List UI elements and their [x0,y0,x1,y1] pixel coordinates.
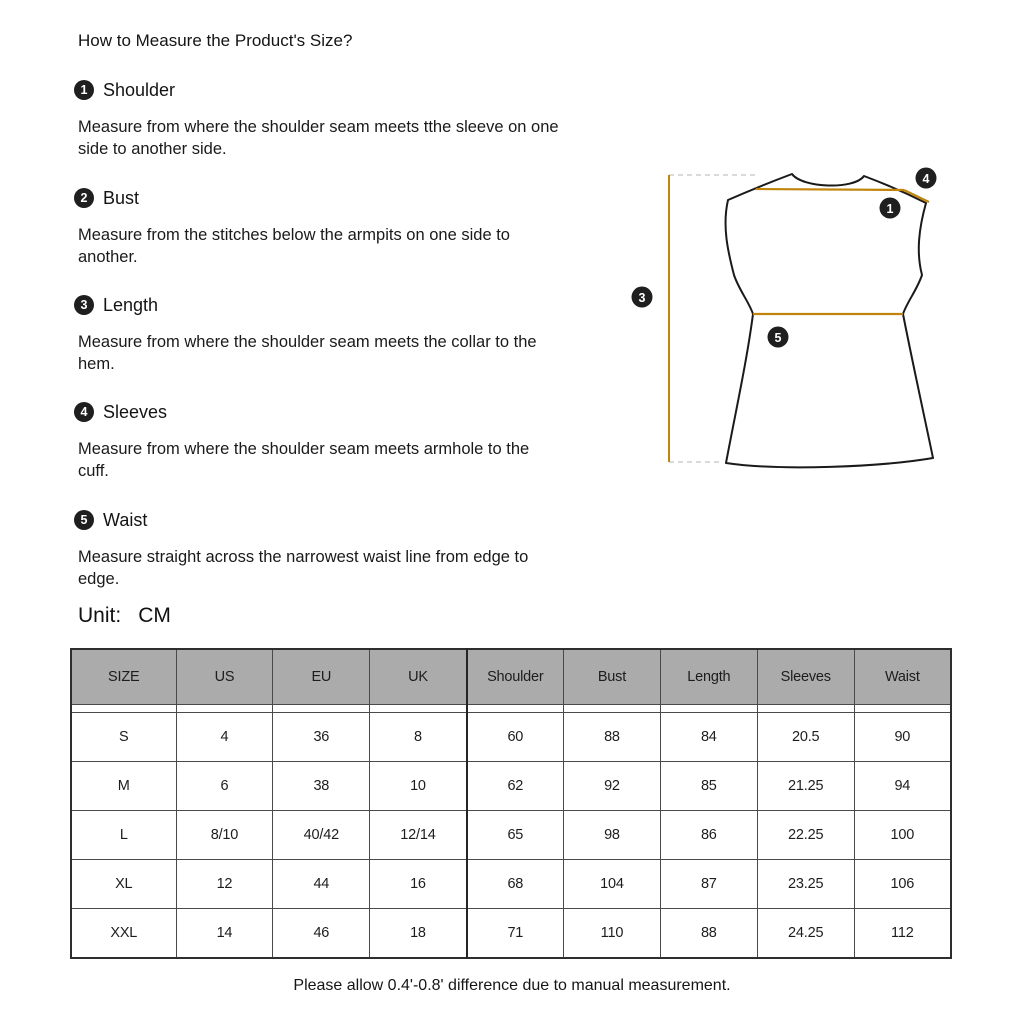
section-description [78,438,634,482]
diagram-marker-sleeves [916,168,937,189]
description-line: edge. [78,570,120,588]
diagram-marker-waist [768,327,789,348]
col-header-eu: EU [273,649,370,705]
spacer-cell [273,705,370,713]
table-header-spacer [71,705,951,713]
section-title: Bust [103,187,140,208]
page-title: How to Measure the Product's Size? [78,31,353,50]
section-heading [74,295,634,315]
table-cell: 4 [176,713,273,762]
table-cell: 88 [564,713,661,762]
description-line: Measure from the stitches below the armpits on one side to [78,226,510,244]
description-line: side to another side. [78,140,227,158]
description-line: Measure from where the shoulder seam meets armhole to the [78,440,530,458]
table-cell: 106 [854,860,951,909]
section-description [78,546,634,590]
section-heading [74,510,634,530]
table-cell: 104 [564,860,661,909]
table-cell: 20.5 [757,713,854,762]
step-2-badge: 2 [74,188,94,208]
section-sleeves [74,402,634,482]
marker-number: 5 [774,331,782,345]
description-line: cuff. [78,462,109,480]
section-description [78,331,634,375]
size-row-label: S [71,713,176,762]
col-header-bust: Bust [564,649,661,705]
table-cell: 18 [370,909,467,959]
table-cell: 22.25 [757,811,854,860]
table-cell: 87 [660,860,757,909]
unit-label: Unit: [78,604,122,627]
description-line: Measure straight across the narrowest waist line from edge to [78,548,529,566]
table-row-xxl [71,909,951,959]
size-row-label: XL [71,860,176,909]
spacer-cell [467,705,564,713]
spacer-cell [370,705,467,713]
table-row-l [71,811,951,860]
table-cell: 92 [564,762,661,811]
col-header-us: US [176,649,273,705]
table-cell: 110 [564,909,661,959]
table-header-row [71,649,951,705]
table-cell: 38 [273,762,370,811]
description-line: another. [78,248,138,266]
measure-diagram [610,150,966,490]
step-1-badge: 1 [74,80,94,100]
table-cell: 40/42 [273,811,370,860]
section-bust [74,188,634,268]
unit-value: CM [138,604,171,627]
table-cell: 12/14 [370,811,467,860]
table-cell: 44 [273,860,370,909]
section-waist [74,510,634,590]
table-cell: 24.25 [757,909,854,959]
table-cell: 8 [370,713,467,762]
spacer-cell [660,705,757,713]
table-row-s [71,713,951,762]
table-cell: 71 [467,909,564,959]
table-cell: 98 [564,811,661,860]
section-title: Shoulder [103,79,176,100]
table-cell: 112 [854,909,951,959]
section-description [78,224,634,268]
table-cell: 90 [854,713,951,762]
diagram-marker-length [632,287,653,308]
table-cell: 60 [467,713,564,762]
size-table [70,648,952,959]
spacer-cell [71,705,176,713]
col-header-uk: UK [370,649,467,705]
measurement-tolerance-note: Please allow 0.4'-0.8' difference due to manual measurement. [293,977,731,994]
shoulder-measure-line [756,189,904,190]
table-cell: 62 [467,762,564,811]
table-cell: 85 [660,762,757,811]
table-cell: 84 [660,713,757,762]
section-title: Length [103,294,159,315]
section-heading [74,80,634,100]
size-row-label: M [71,762,176,811]
table-cell: 65 [467,811,564,860]
spacer-cell [757,705,854,713]
table-cell: 23.25 [757,860,854,909]
table-cell: 10 [370,762,467,811]
spacer-cell [176,705,273,713]
marker-number: 4 [922,172,930,186]
col-header-length: Length [660,649,757,705]
col-header-waist: Waist [854,649,951,705]
section-title: Waist [103,509,148,530]
table-cell: 68 [467,860,564,909]
section-heading [74,188,634,208]
table-cell: 8/10 [176,811,273,860]
table-cell: 12 [176,860,273,909]
marker-number: 1 [886,202,894,216]
size-row-label: L [71,811,176,860]
table-cell: 6 [176,762,273,811]
table-cell: 16 [370,860,467,909]
table-cell: 14 [176,909,273,959]
spacer-cell [564,705,661,713]
size-row-label: XXL [71,909,176,959]
section-description [78,116,634,160]
table-cell: 86 [660,811,757,860]
col-header-size: SIZE [71,649,176,705]
diagram-marker-shoulder [880,198,901,219]
section-length [74,295,634,375]
description-line: hem. [78,355,115,373]
step-3-badge: 3 [74,295,94,315]
table-cell: 46 [273,909,370,959]
table-row-m [71,762,951,811]
section-shoulder [74,80,634,160]
marker-number: 3 [638,291,646,305]
table-cell: 88 [660,909,757,959]
garment-outline [726,174,933,467]
table-cell: 36 [273,713,370,762]
table-row-xl [71,860,951,909]
step-4-badge: 4 [74,402,94,422]
description-line: Measure from where the shoulder seam meets tthe sleeve on one [78,118,559,136]
step-5-badge: 5 [74,510,94,530]
col-header-sleeves: Sleeves [757,649,854,705]
spacer-cell [854,705,951,713]
table-cell: 100 [854,811,951,860]
unit-row [78,604,171,628]
section-heading [74,402,634,422]
col-header-shoulder: Shoulder [467,649,564,705]
table-cell: 21.25 [757,762,854,811]
description-line: Measure from where the shoulder seam meets the collar to the [78,333,537,351]
table-cell: 94 [854,762,951,811]
section-title: Sleeves [103,401,168,422]
